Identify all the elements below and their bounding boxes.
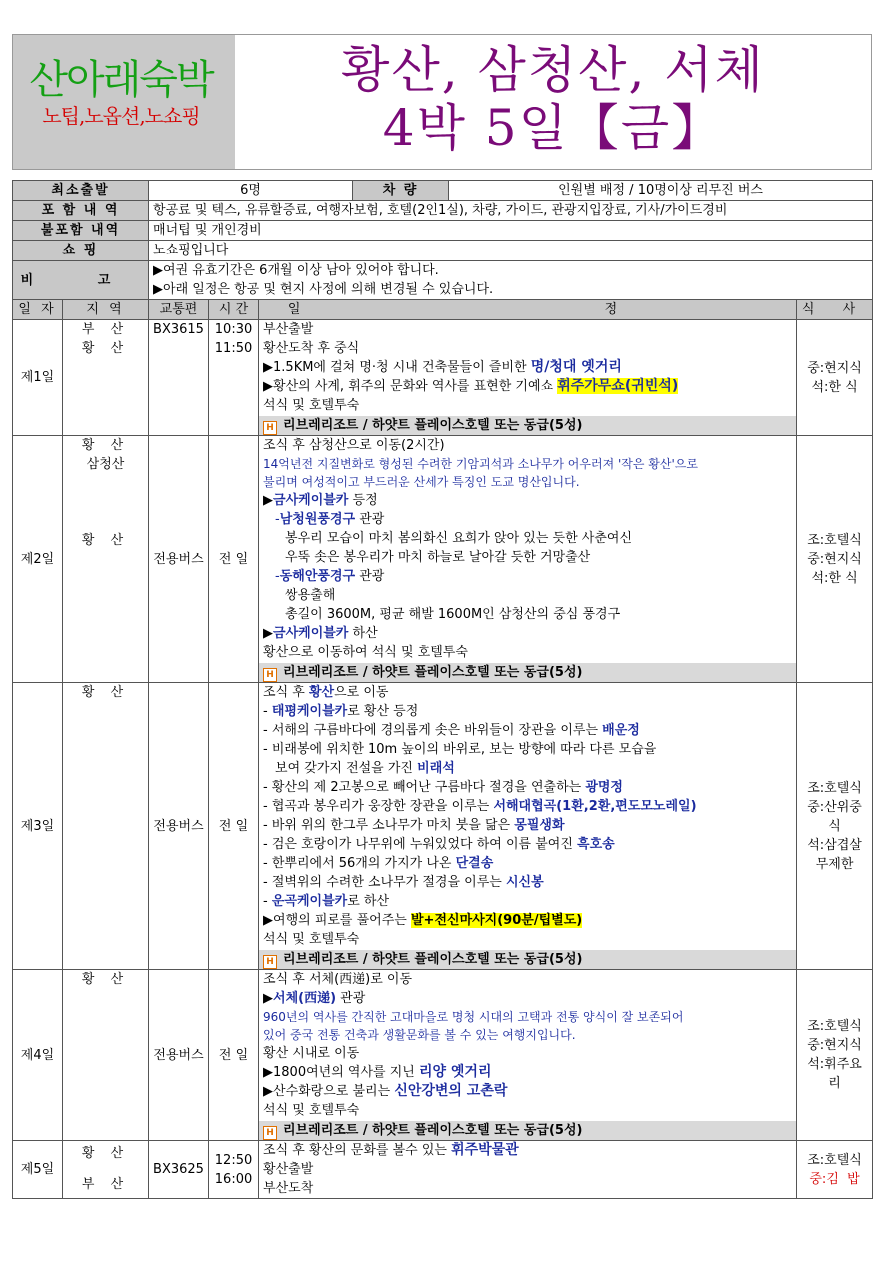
meal-line: 석:삼겹살 [807,837,862,853]
schedule-text: - [263,894,272,909]
highlight-text: 단결송 [455,856,494,871]
highlight-text: 휘주가무쇼(귀빈석) [557,378,679,394]
day-region [63,1141,149,1199]
schedule-line [263,911,792,930]
info-row-note [13,261,873,300]
schedule-line: - 비래봉에 위치한 10m 높이의 바위로, 보는 방향에 따라 다른 모습을 [263,742,657,757]
highlight-text: 동해안풍경구 [279,569,356,584]
hotel-text: 리브레리조트 / 하얏트 플레이스호텔 또는 동급(5성) [283,952,583,967]
col-day: 일 자 [13,300,63,320]
highlight-text: 휘주박물관 [451,1142,519,1158]
hotel-icon: H [263,1126,277,1140]
title-box [235,35,871,169]
note-line: ▶아래 일정은 항공 및 현지 사정에 의해 변경될 수 있습니다. [153,282,494,297]
highlight-text: 서체(西递) [273,991,337,1006]
schedule-text: 관광 [355,569,385,584]
day-meal [797,683,873,970]
time-value: 16:00 [214,1171,253,1187]
meal-line: 석:휘주요리 [807,1057,862,1091]
schedule-text: - 한뿌리에서 56개의 가지가 나온 [263,856,456,871]
day-transport: 전용버스 [149,970,209,1141]
highlight-text: 리양 옛거리 [418,1064,492,1080]
day-schedule [259,436,797,683]
description-line: 있어 중국 전통 건축과 생활문화를 볼 수 있는 여행지입니다. [263,1028,576,1042]
schedule-line: 부산도착 [263,1181,314,1196]
region-name: 황 산 [81,1146,130,1161]
meal-line: 조:호텔식 [807,780,862,796]
schedule-line [263,759,792,778]
schedule-line [263,778,792,797]
bullet: - [275,569,280,584]
meal-line: 중:김 밥 [809,1171,860,1187]
region-name: 부 산 [81,1177,130,1192]
schedule-line [263,873,792,892]
schedule-line: 황산 시내로 이동 [263,1046,360,1061]
col-time: 시 간 [209,300,259,320]
day-transport: BX3625 [149,1141,209,1199]
day-schedule [259,1141,797,1199]
hotel-line [259,950,796,969]
bullet: ▶ [263,493,274,508]
meal-line: 중:산위중식 [807,799,862,834]
schedule-line [263,721,792,740]
highlight-text: 흑호송 [577,837,615,852]
column-header-row [13,300,873,320]
day-transport: 전용버스 [149,683,209,970]
schedule-line [263,510,792,529]
shopping-value: 노쇼핑입니다 [149,241,873,261]
col-schedule: 일 정 [259,300,797,320]
schedule-text: - 황산의 제 2고봉으로 빼어난 구름바다 절경을 연출하는 [263,780,586,795]
note-line: ▶여권 유효기간은 6개월 이상 남아 있어야 합니다. [153,263,439,278]
highlight-text: 남청원풍경구 [279,512,356,527]
schedule-text: 보여 갖가지 전설을 가진 [275,761,418,776]
schedule-line [263,567,792,586]
brand-name: 산아래숙박 [29,57,213,103]
highlight-text: 시신봉 [506,875,544,890]
schedule-line [263,491,792,510]
day-row-3 [13,683,873,970]
schedule-line [263,816,792,835]
schedule-line [263,854,792,873]
region-name: 삼청산 [86,457,125,472]
hotel-line [259,663,796,682]
bullet: - [275,512,280,527]
schedule-line [263,377,792,396]
day-label: 제3일 [13,683,63,970]
highlight-text: 금사케이블카 [273,493,349,508]
day-transport: BX3615 [149,320,209,436]
day-label: 제4일 [13,970,63,1141]
schedule-line: 황산출발 [263,1162,314,1177]
schedule-line: 부산출발 [263,322,314,337]
brand-block [21,57,221,129]
day-row-5 [13,1141,873,1199]
schedule-line [263,892,792,911]
day-row-4 [13,970,873,1141]
meal-line: 조:호텔식 [807,532,862,548]
hotel-line [259,416,796,435]
schedule-text: ▶1.5KM에 걸쳐 명·청 시내 건축물들이 즐비한 [263,360,531,375]
highlight-text: 명/청대 옛거리 [530,359,622,375]
col-meal: 식 사 [797,300,873,320]
highlight-text: 광명정 [585,780,623,795]
day-time [209,1141,259,1199]
schedule-line: 조식 후 서체(西递)로 이동 [263,972,413,987]
min-value: 6명 [149,181,353,201]
region-name: 황 산 [81,438,130,453]
schedule-text: 하산 [348,626,378,641]
shopping-label: 쇼 핑 [13,241,149,261]
highlight-text: 발+전신마사지(90분/팁별도) [411,913,583,928]
schedule-line [263,797,792,816]
day-time: 전 일 [209,436,259,683]
schedule-line [263,358,792,377]
highlight-text: 신안강변의 고촌락 [394,1083,508,1099]
bullet: ▶ [263,991,274,1006]
hotel-icon: H [263,668,277,682]
schedule-text: 관광 [336,991,366,1006]
hotel-text: 리브레리조트 / 하얏트 플레이스호텔 또는 동급(5성) [283,1123,583,1138]
highlight-text: 황산 [308,685,335,700]
day-meal [797,320,873,436]
schedule-line: 봉우리 모습이 마치 봄의화신 요희가 앉아 있는 듯한 사춘여신 [285,531,633,546]
hotel-text: 리브레리조트 / 하얏트 플레이스호텔 또는 동급(5성) [283,665,583,680]
meal-line: 석:한 식 [811,379,858,395]
highlight-text: 서해대협곡(1환,2환,편도모노레일) [493,799,697,814]
schedule-line: 황산으로 이동하여 석식 및 호텔투숙 [263,645,468,660]
schedule-line: 조식 후 삼청산으로 이동(2시간) [263,438,445,453]
highlight-text: 몽필생화 [514,818,565,833]
day-label: 제5일 [13,1141,63,1199]
schedule-text: 로 황산 등정 [347,704,419,719]
hotel-line [259,1121,796,1140]
min-label: 최소출발 [13,181,149,201]
meal-line: 조:호텔식 [807,1019,862,1034]
time-value: 10:30 [214,322,253,337]
meal-line: 중:현지식 [807,1038,862,1053]
schedule-text: 등정 [348,493,378,508]
day-region [63,683,149,970]
vehicle-value: 인원별 배정 / 10명이상 리무진 버스 [449,181,873,201]
include-value: 항공료 및 텍스, 유류할증료, 여행자보험, 호텔(2인1실), 차량, 가이드, 관광지입장료, 기사/가이드경비 [149,201,873,221]
region-name: 황 산 [81,341,130,356]
region-name: 황 산 [81,533,130,548]
meal-line: 무제한 [815,856,854,872]
day-row-2 [13,436,873,683]
day-time [209,320,259,436]
schedule-line [263,989,792,1008]
hotel-icon: H [263,421,277,435]
note-label: 비 고 [13,261,149,300]
time-value: 11:50 [214,341,253,356]
day-label: 제1일 [13,320,63,436]
schedule-line: 석식 및 호텔투숙 [263,398,360,413]
highlight-text: 배운정 [602,723,640,738]
meal-line: 석:한 식 [811,570,858,586]
schedule-line [263,835,792,854]
col-transport: 교통편 [149,300,209,320]
schedule-line [263,624,792,643]
schedule-line: 우뚝 솟은 봉우리가 마치 하늘로 날아갈 듯한 거망출산 [285,550,591,565]
schedule-text: ▶1800여년의 역사를 지닌 [263,1065,419,1080]
schedule-text: - [263,704,272,719]
description-line: 불리며 여성적이고 부드러운 산세가 특징인 도교 명산입니다. [263,475,580,489]
info-row-min [13,181,873,201]
brand-tagline: 노팁,노옵션,노쇼핑 [42,104,200,128]
time-value: 12:50 [214,1152,253,1168]
day-region [63,436,149,683]
col-region: 지 역 [63,300,149,320]
description-line: 14억년전 지질변화로 형성된 수려한 기암괴석과 소나무가 어우러져 '작은 황산'으로 [263,457,698,471]
schedule-text: 조식 후 [263,685,309,700]
day-schedule [259,970,797,1141]
header-banner [12,34,872,170]
day-meal [797,436,873,683]
schedule-text: ▶산수화랑으로 불리는 [263,1084,395,1099]
schedule-text: ▶황산의 사계, 휘주의 문화와 역사를 표현한 기예쇼 [263,379,558,394]
schedule-line: 석식 및 호텔투숙 [263,1103,360,1118]
highlight-text: 운곡케이블카 [271,894,348,909]
info-row-shopping [13,241,873,261]
hotel-text: 리브레리조트 / 하얏트 플레이스호텔 또는 동급(5성) [283,418,583,433]
schedule-line [263,1082,792,1101]
schedule-text: 로 하산 [347,894,390,909]
schedule-line: 석식 및 호텔투숙 [263,932,360,947]
info-row-exclude [13,221,873,241]
day-region [63,970,149,1141]
day-transport: 전용버스 [149,436,209,683]
title-line-1: 황산, 삼청산, 서체 [341,41,765,99]
schedule-text: 관광 [355,512,385,527]
day-label: 제2일 [13,436,63,683]
bullet: ▶ [263,626,274,641]
schedule-text: 조식 후 황산의 문화를 볼수 있는 [263,1143,452,1158]
title-line-2: 4박 5일【금】 [382,99,724,157]
description-line: 960년의 역사를 간직한 고대마을로 명청 시대의 고택과 전통 양식이 잘 보존되어 [263,1010,684,1024]
schedule-line [263,1141,792,1160]
region-name: 부 산 [81,322,130,337]
schedule-text: - 서해의 구름바다에 경의롭게 솟은 바위들이 장관을 이루는 [263,723,603,738]
day-time: 전 일 [209,683,259,970]
day-meal [797,970,873,1141]
include-label: 포 함 내 역 [13,201,149,221]
exclude-value: 매너팁 및 개인경비 [149,221,873,241]
meal-line: 중:현지식 [807,551,862,567]
day-region [63,320,149,436]
day-schedule [259,683,797,970]
schedule-line: 총길이 3600M, 평균 해발 1600M인 삼청산의 중심 풍경구 [285,607,621,622]
note-value [149,261,873,300]
highlight-text: 금사케이블카 [273,626,349,641]
schedule-line: 황산도착 후 중식 [263,341,360,356]
region-name: 황 산 [81,685,130,700]
day-time: 전 일 [209,970,259,1141]
schedule-text: 으로 이동 [334,685,389,700]
schedule-text: - 협곡과 봉우리가 웅장한 장관을 이루는 [263,799,494,814]
day-schedule [259,320,797,436]
day-row-1 [13,320,873,436]
schedule-line [263,1063,792,1082]
highlight-text: 비래석 [417,761,455,776]
schedule-text: ▶여행의 피로를 풀어주는 [263,913,411,928]
schedule-text: - 절벽위의 수려한 소나무가 절경을 이루는 [263,875,506,890]
schedule-line [263,683,792,702]
meal-line: 조:호텔식 [807,1152,862,1168]
hotel-icon: H [263,955,277,969]
info-row-include [13,201,873,221]
highlight-text: 태평케이블카 [271,704,348,719]
schedule-line [263,702,792,721]
schedule-text: - 검은 호랑이가 나무위에 누워있었다 하여 이름 붙여진 [263,837,578,852]
exclude-label: 불포함 내역 [13,221,149,241]
region-name: 황 산 [81,972,130,987]
vehicle-label: 차 량 [353,181,449,201]
itinerary-table [12,180,873,1199]
schedule-line: 쌍용출해 [285,588,336,603]
schedule-text: - 바위 위의 한그루 소나무가 마치 붓을 닮은 [263,818,515,833]
day-meal [797,1141,873,1199]
meal-line: 중:현지식 [807,360,862,376]
